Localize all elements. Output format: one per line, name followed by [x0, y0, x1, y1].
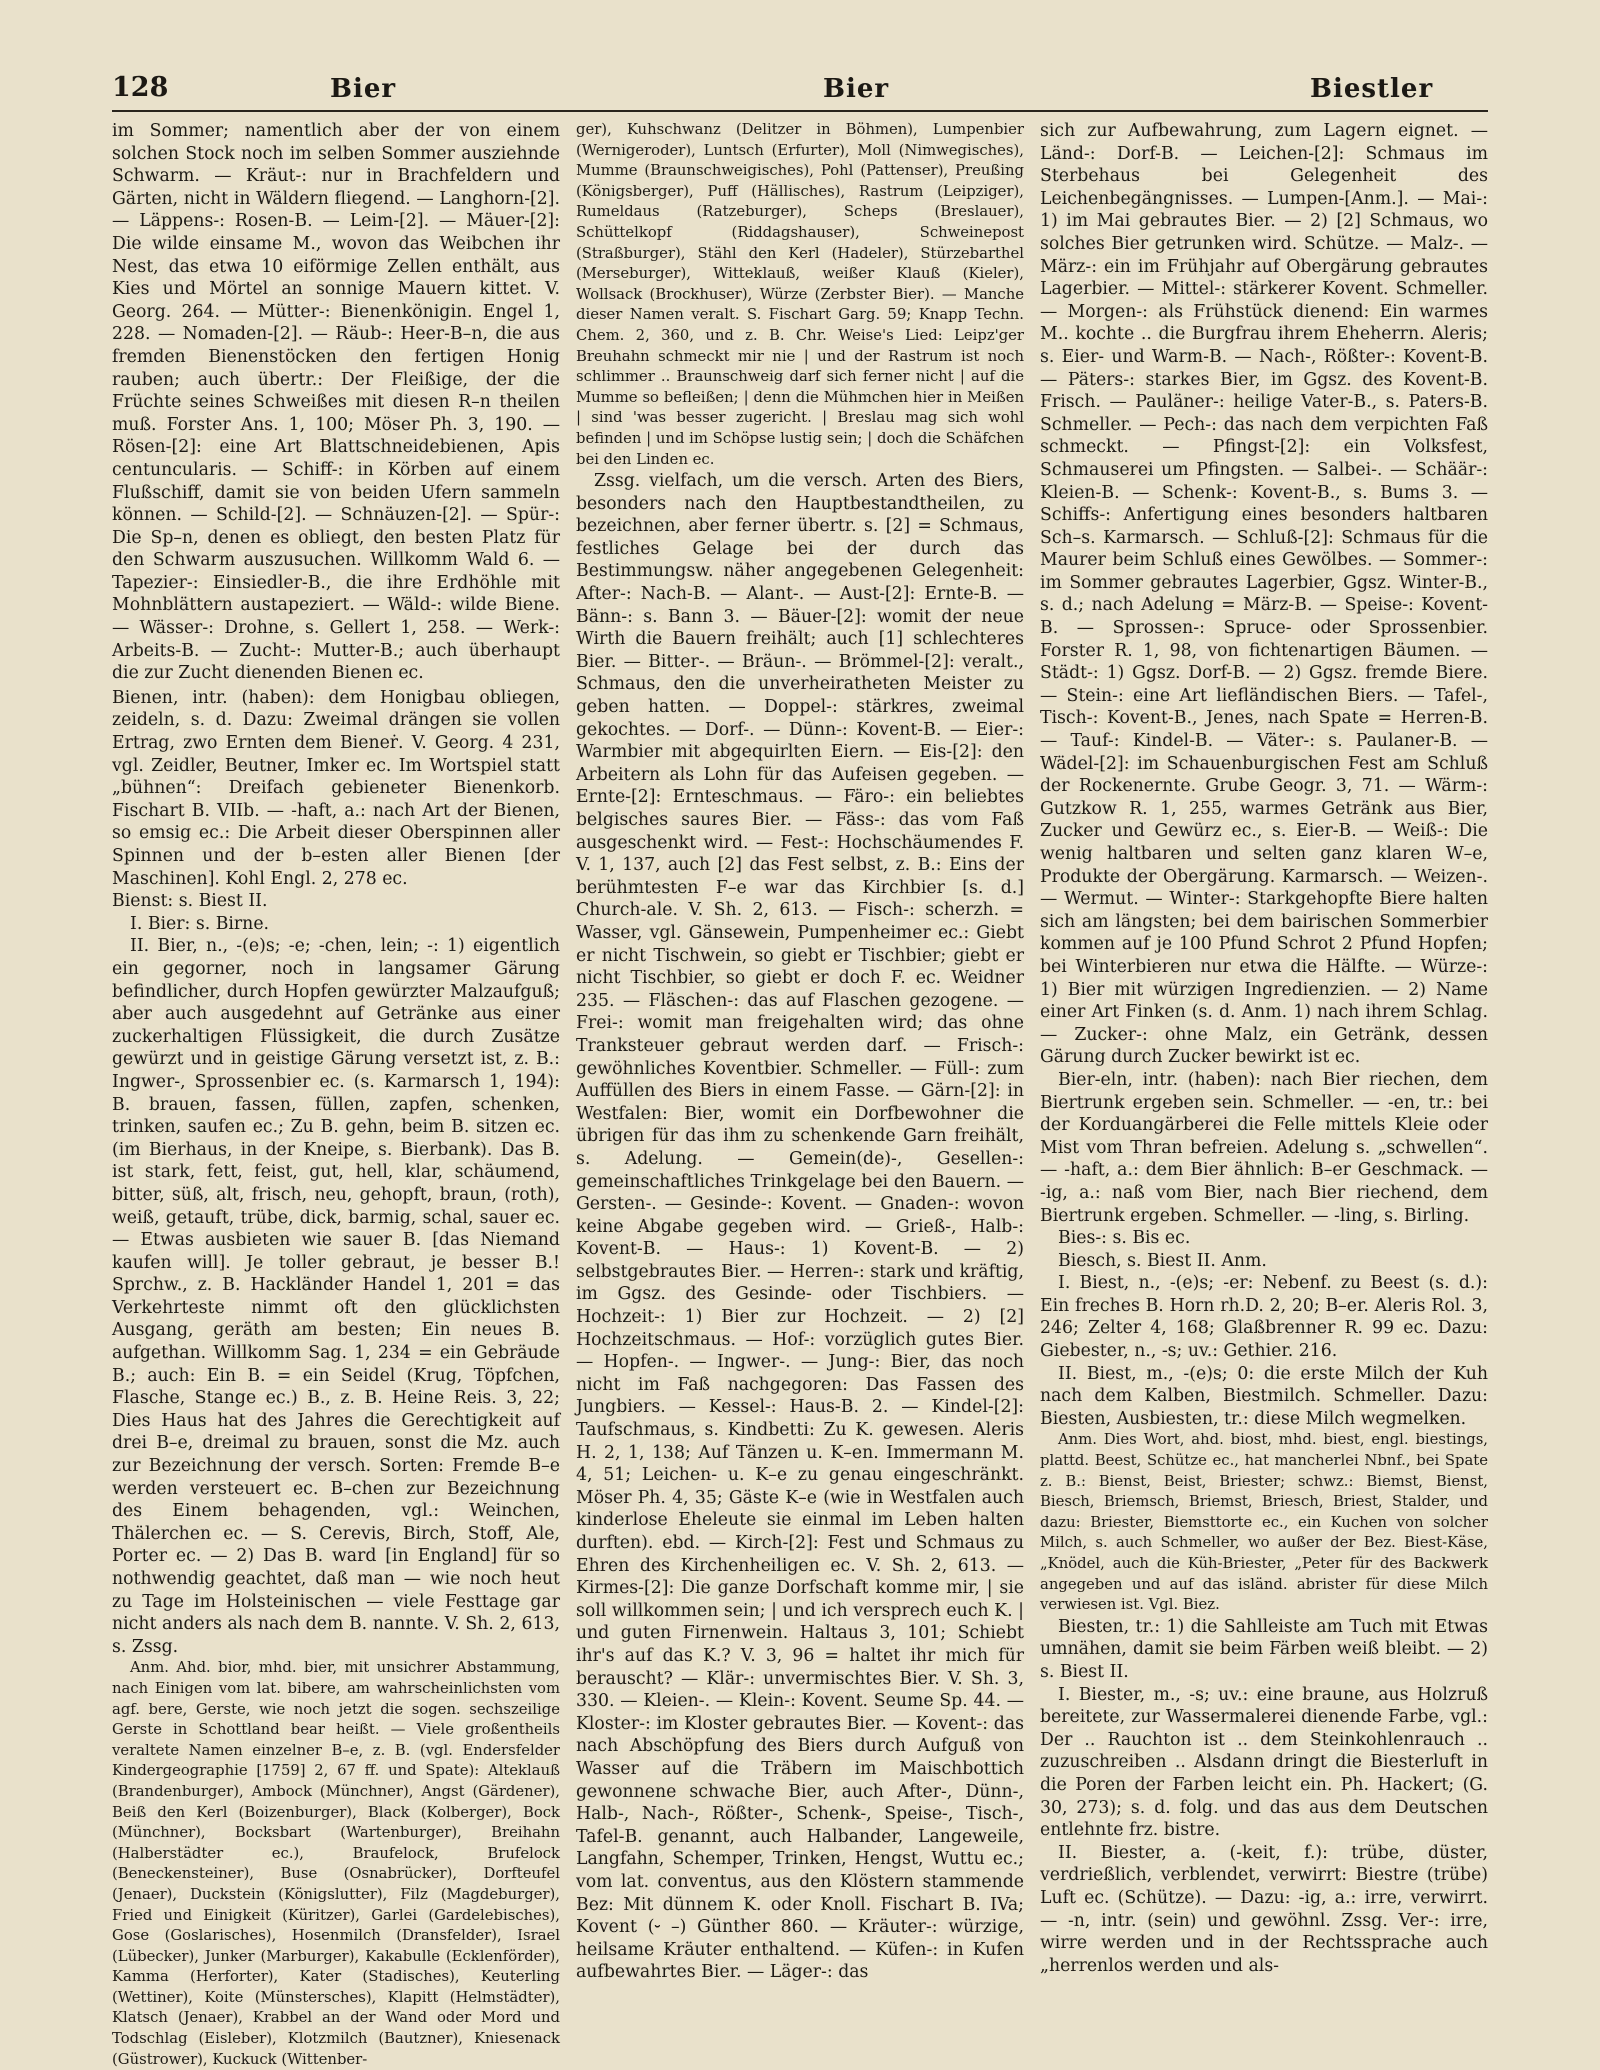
headword-center: Bier: [823, 74, 890, 104]
entry-paragraph: Biesch, s. Biest II. Anm.: [1058, 1250, 1267, 1271]
entry-paragraph: II. Bier, n., -(e)s; -e; -chen, lein; -: 1) eigentlich ein gegorner, noch in langsamer Gärung befindlicher, durch Hopfen gewürzter Malzaufguß; aber auch ausgedehnt auf Getränke aus einer zuckerhaltigen Flüssigkeit, die durch Zusätze gewürzt und in geistige Gärung versetzt ist, z. B.: Ingwer-, Sprossenbier ec. (s. Karmarsch 1, 194): B. brauen, fassen, füllen, zapfen, schenken, trinken, saufen ec.; Zu B. gehn, beim B. sitzen ec. (im Bierhaus, in der Kneipe, s. Bierbank). Das B. ist stark, fett, feist, gut, hell, klar, schäumend, bitter, süß, alt, frisch, neu, gehopft, braun, (roth), weiß, getauft, trübe, dick, barmig, schal, sauer ec. — Etwas ausbieten wie sauer B. [das Niemand kaufen will]. Je toller gebraut, je besser B.! Sprchw., z. B. Hackländer Handel 1, 201 = das Verkehrteste nimmt oft den glücklichsten Ausgang, geräth am besten; Ein neues B. aufgethan. Willkomm Sag. 1, 234 = ein Gebräude B.; auch: Ein B. = ein Seidel (Krug, Töpfchen, Flasche, Stange ec.) B., z. B. Heine Reis. 3, 22; Dies Haus hat des Jahres die Gerechtigkeit auf drei B–e, dreimal zu brauen, sonst die Mz. auch zur Bezeichnung der versch. Sorten: Fremde B–e werden versteuert ec. B–chen zur Bezeichnung des Einem behagenden, vgl.: Weinchen, Thälerchen ec. — S. Cerevis, Birch, Stoff, Ale, Porter ec. — 2) Das B. ward [in England] für so nothwendig geachtet, daß man — wie noch heut zu Tage im Holsteinischen — viele Festtage gar nicht anders als nach dem B. nannte. V. Sh. 2, 613, s. Zssg.: [112, 936, 560, 1657]
headword-right: Biestler: [1310, 74, 1434, 104]
page-number: 128: [112, 72, 169, 103]
entry-paragraph: I. Biest, n., -(e)s; -er: Nebenf. zu Beest (s. d.): Ein freches B. Horn rh.D. 2, 20; B–er. Aleris Rol. 3, 246; Zelter 4, 168; Glaßbrenner R. 99 ec. Dazu: Giebester, n., -s; uv.: Gethier. 216.: [1040, 1273, 1488, 1362]
running-header: [0, 66, 1600, 112]
entry-paragraph: I. Bier: s. Birne.: [130, 913, 270, 934]
entry-paragraph: Zssg. vielfach, um die versch. Arten des Biers, besonders nach den Hauptbestandtheilen, zu bezeichnen, aber ferner übertr. s. [2] = Schmaus, festliches Gelage bei der durch das Bestimmungsw. näher angegebenen Gelegenheit: After-: Nach-B. — Alant-. — Aust-[2]: Ernte-B. — Bänn-: s. Bann 3. — Bäuer-[2]: womit der neue Wirth die Bauern freihält; auch [1] schlechteres Bier. — Bitter-. — Bräun-. — Brömmel-[2]: veralt., Schmaus, den die unverheiratheten Meister zu geben hatten. — Doppel-: stärkres, zweimal gekochtes. — Dorf-. — Dünn-: Kovent-B. — Eier-: Warmbier mit abgequirlten Eiern. — Eis-[2]: den Arbeitern als Lohn für das Aufeisen gegeben. — Ernte-[2]: Ernteschmaus. — Färo-: ein beliebtes belgisches saures Bier. — Fäss-: das vom Faß ausgeschenkt wird. — Fest-: Hochschäumendes F. V. 1, 137, auch [2] das Fest selbst, z. B.: Eins der berühmtesten F–e war das Kirchbier [s. d.] Church-ale. V. Sh. 2, 613. — Fisch-: scherzh. = Wasser, vgl. Gänsewein, Pumpenheimer ec.: Giebt er nicht Tischwein, so giebt er Tischbier; giebt er nicht Tischbier, so giebt er doch F. ec. Weidner 235. — Fläschen-: das auf Flaschen gezogene. — Frei-: womit man freigehalten wird; das ohne Tranksteuer gebraut werden darf. — Frisch-: gewöhnliches Koventbier. Schmeller. — Füll-: zum Auffüllen des Biers in einem Fasse. — Gärn-[2]: in Westfalen: Bier, womit ein Dorfbewohner die übrigen für das ihm zu schenkende Garn freihält, s. Adelung. — Gemein(de)-, Gesellen-: gemeinschaftliches Trinkgelage bei den Bauern. — Gersten-. — Gesinde-: Kovent. — Gnaden-: wovon keine Abgabe gegeben wird. — Grieß-, Halb-: Kovent-B. — Haus-: 1) Kovent-B. — 2) selbstgebrautes Bier. — Herren-: stark und kräftig, im Ggsz. des Gesinde- oder Tischbiers. — Hochzeit-: 1) Bier zur Hochzeit. — 2) [2] Hochzeitschmaus. — Hof-: vorzüglich gutes Bier. — Hopfen-. — Ingwer-. — Jung-: Bier, das noch nicht im Faß nachgegoren: Das Fassen des Jungbiers. — Kessel-: Haus-B. 2. — Kindel-[2]: Taufschmaus, s. Kindbetti: Zu K. gewesen. Aleris H. 2, 1, 138; Auf Tänzen u. K–en. Immermann M. 4, 51; Leichen- u. K–e zu genau eingeschränkt. Möser Ph. 4, 35; Gäste K–e (wie in Westfalen auch kinderlose Eheleute sie einmal im Leben halten durften). ebd. — Kirch-[2]: Fest und Schmaus zu Ehren des Kirchenheiligen ec. V. Sh. 2, 613. — Kirmes-[2]: Die ganze Dorfschaft komme mir, | sie soll willkommen sein; | und ich versprech euch K. | und guten Firnenwein. Haltaus 3, 101; Schiebt ihr's auf das K.? V. 3, 96 = haltet ihr mich für berauscht? — Klär-: unvermischtes Bier. V. Sh. 3, 330. — Kleien-. — Klein-: Kovent. Seume Sp. 44. — Kloster-: im Kloster gebrautes Bier. — Kovent-: das nach Abschöpfung des Biers durch Aufguß von Wasser auf die Träbern im Maischbottich gewonnene schwache Bier, auch After-, Dünn-, Halb-, Nach-, Rößter-, Schenk-, Speise-, Tisch-, Tafel-B. genannt, auch Halbander, Langeweile, Langfahn, Schemper, Trinken, Hengst, Wuttu ec.; vom lat. conventus, aus den Klöstern stammende Bez: Mit dünnem K. oder Knoll. Fischart B. IVa; Kovent (⏑ –) Günther 860. — Kräuter-: würzige, heilsame Kräuter enthaltend. — Küfen-: in Kufen aufbewahrtes Bier. — Läger-: das: [576, 471, 1024, 1983]
entry-paragraph: im Sommer; namentlich aber der von einem solchen Stock noch im selben Sommer ausziehnde Schwarm. — Kräut-: nur in Brachfeldern und Gärten, nicht in Wäldern fliegend. — Langhorn-[2]. — Läppens-: Rosen-B. — Leim-[2]. — Mäuer-[2]: Die wilde einsame M., wovon das Weibchen ihr Nest, das etwa 10 eiförmige Zellen enthält, aus Kies und Mörtel an sonnige Mauern kittet. V. Georg. 264. — Mütter-: Bienenkönigin. Engel 1, 228. — Nomaden-[2]. — Räub-: Heer-B–n, die aus fremden Bienenstöcken den fertigen Honig rauben; auch übertr.: Der Fleißige, der die Früchte seines Schweißes mit diesen R–n theilen muß. Forster Ans. 1, 100; Möser Ph. 3, 190. — Rösen-[2]: eine Art Blattschneidebienen, Apis centuncularis. — Schiff-: in Körben auf einem Flußschiff, damit sie von beiden Ufern sammeln können. — Schild-[2]. — Schnäuzen-[2]. — Spür-: Die Sp–n, denen es obliegt, den besten Platz für den Schwarm auszusuchen. Willkomm Wald 6. — Tapezier-: Einsiedler-B., die ihre Erdhöhle mit Mohnblättern austapeziert. — Wäld-: wilde Biene. — Wässer-: Drohne, s. Gellert 1, 258. — Werk-: Arbeits-B. — Zucht-: Mutter-B.; auch überhaupt die zur Zucht dienenden Bienen ec.: [112, 121, 560, 684]
entry-paragraph: Anm. Dies Wort, ahd. biost, mhd. biest, engl. biestings, plattd. Beest, Schütze ec., hat mancherlei Nbnf., bei Spate z. B.: Bienst, Beist, Briester; schwz.: Biemst, Bienst, Biesch, Briemsch, Briemst, Briesch, Briest, Stalder, und dazu: Briester, Biemsttorte ec., ein Kuchen von solcher Milch, s. auch Schmeller, wo außer der Bez. Biest-Käse, „Knödel, auch die Küh-Briester, „Peter für des Backwerk angegeben und auf das isländ. abrister für diese Milch verwiesen ist. Vgl. Biez.: [1040, 1431, 1488, 1614]
header-rule: [112, 110, 1488, 112]
entry-paragraph: Bier-eln, intr. (haben): nach Bier riechen, dem Biertrunk ergeben sein. Schmeller. — -en, tr.: bei der Korduangärberei die Felle mittels Kleie oder Mist vom Thran befreien. Adelung s. „schwellen“. — -haft, a.: dem Bier ähnlich: B–er Geschmack. — -ig, a.: naß vom Bier, nach Bier riechend, dem Biertrunk ergeben. Schmeller. — -ling, s. Birling.: [1040, 1069, 1488, 1226]
column-right: [1040, 120, 1488, 2020]
entry-paragraph: II. Biester, a. (-keit, f.): trübe, düster, verdrießlich, verblendet, verwirrt: Biestre (trübe) Luft ec. (Schütze). — Dazu: -ig, a.: irre, verwirrt. — -n, intr. (sein) und gewöhnl. Zssg. Ver-: irre, wirre werden und in der Rechtssprache auch „herrenlos werden und als-: [1040, 1842, 1488, 1976]
column-middle: [576, 120, 1024, 2020]
entry-paragraph: I. Biester, m., -s; uv.: eine braune, aus Holzruß bereitete, zur Wassermalerei dienende Farbe, vgl.: Der .. Rauchton ist .. dem Steinkohlenrauch .. zuzuschreiben .. Alsdann dringt die Biesterluft in die Poren der Farben leicht ein. Ph. Hackert; (G. 30, 273); s. d. folg. und das aus dem Deutschen entlehnte frz. bistre.: [1040, 1684, 1488, 1841]
entry-paragraph: Bienst: s. Biest II.: [112, 891, 268, 912]
entry-paragraph: Bies-: s. Bis ec.: [1058, 1228, 1191, 1249]
entry-paragraph: Anm. Ahd. bior, mhd. bier, mit unsichrer Abstammung, nach Einigen vom lat. bibere, am wahrscheinlichsten vom agf. bere, Gerste, wie noch jetzt die sogen. sechszeilige Gerste in Schottland bear heißt. — Viele großentheils veraltete Namen einzelner B–e, z. B. (vgl. Endersfelder Kindergeographie [1759] 2, 67 ff. und Spate): Alteklauß (Brandenburger), Ambock (Münchner), Angst (Gärdener), Beiß den Kerl (Boizenburger), Black (Kolberger), Bock (Münchner), Bocksbart (Wartenburger), Breihahn (Halberstädter ec.), Braufelock, Brufelock (Beneckensteiner), Buse (Osnabrücker), Dorfteufel (Jenaer), Duckstein (Königslutter), Filz (Magdeburger), Fried und Einigkeit (Küritzer), Garlei (Gardelebisches), Gose (Goslarisches), Hosenmilch (Dransfelder), Israel (Lübecker), Junker (Marburger), Kakabulle (Ecklenförder), Kamma (Herforter), Kater (Stadisches), Keuterling (Wettiner), Koite (Münstersches), Klapitt (Helmstädter), Klatsch (Jenaer), Krabbel an der Wand oder Mord und Todschlag (Eisleber), Klotzmilch (Bautzner), Kniesenack (Güstrower), Kuckuck (Wittenber-: [112, 1659, 560, 2068]
headword-left: Bier: [330, 74, 397, 104]
entry-paragraph: Bienen, intr. (haben): dem Honigbau obliegen, zeideln, s. d. Dazu: Zweimal drängen sie vollen Ertrag, zwo Ernten dem Bieneṙ. V. Georg. 4 231, vgl. Zeidler, Beutner, Imker ec. Im Wortspiel statt „bühnen“: Dreifach gebieneter Bienenkorb. Fischart B. VIIb. — -haft, a.: nach Art der Bienen, so emsig ec.: Die Arbeit dieser Oberspinnen aller Spinnen und der b–esten aller Bienen [der Maschinen]. Kohl Engl. 2, 278 ec.: [112, 687, 560, 889]
entry-paragraph: Biesten, tr.: 1) die Sahlleiste am Tuch mit Etwas umnähen, damit sie beim Färben weiß bleibt. — 2) s. Biest II.: [1040, 1616, 1488, 1682]
column-left: [112, 120, 560, 2068]
entry-paragraph: sich zur Aufbewahrung, zum Lagern eignet. — Länd-: Dorf-B. — Leichen-[2]: Schmaus im Sterbehaus bei Gelegenheit des Leichenbegängnisses. — Lumpen-[Anm.]. — Mai-: 1) im Mai gebrautes Bier. — 2) [2] Schmaus, wo solches Bier getrunken wird. Schütze. — Malz-. — März-: ein im Frühjahr auf Obergärung gebrautes Lagerbier. — Mittel-: stärkerer Kovent. Schmeller. — Morgen-: als Frühstück dienend: Ein warmes M.. kochte .. die Burgfrau ihrem Eheherrn. Aleris; s. Eier- und Warm-B. — Nach-, Rößter-: Kovent-B. — Päters-: starkes Bier, im Ggsz. des Kovent-B. Frisch. — Pauläner-: heilige Vater-B., s. Paters-B. Schmeller. — Pech-: das nach dem verpichten Faß schmeckt. — Pfingst-[2]: ein Volksfest, Schmauserei um Pfingsten. — Salbei-. — Schäär-: Kleien-B. — Schenk-: Kovent-B., s. Bums 3. — Schiffs-: Anfertigung eines besonders haltbaren Sch–s. Karmarsch. — Schluß-[2]: Schmaus für die Maurer beim Schluß eines Gewölbes. — Sommer-: im Sommer gebrautes Lagerbier, Ggsz. Winter-B., s. d.; nach Adelung = März-B. — Speise-: Kovent-B. — Sprossen-: Spruce- oder Sprossenbier. Forster R. 1, 98, von fichtenartigen Bäumen. — Städt-: 1) Ggsz. Dorf-B. — 2) Ggsz. fremde Biere. — Stein-: eine Art liefländischen Biers. — Tafel-, Tisch-: Kovent-B., Jenes, nach Spate = Herren-B. — Tauf-: Kindel-B. — Väter-: s. Paulaner-B. — Wädel-[2]: im Schauenburgischen Fest am Schluß der Rockenernte. Grube Geogr. 3, 71. — Wärm-: Gutzkow R. 1, 255, warmes Getränk aus Bier, Zucker und Gewürz ec., s. Eier-B. — Weiß-: Die wenig haltbaren und selten ganz klaren W–e, Produkte der Obergärung. Karmarsch. — Weizen-. — Wermut. — Winter-: Starkgehopfte Biere halten sich am längsten; bei dem bairischen Sommerbier kommen auf je 100 Pfund Schrot 2 Pfund Hopfen; bei Winterbieren nur etwa die Hälfte. — Würze-: 1) Bier mit würzigen Ingredienzien. — 2) Name einer Art Finken (s. d. Anm. 1) nach ihrem Schlag. — Zucker-: ohne Malz, ein Getränk, dessen Gärung durch Zucker bewirkt ist ec.: [1040, 121, 1488, 1068]
entry-paragraph: ger), Kuhschwanz (Delitzer in Böhmen), Lumpenbier (Wernigeroder), Luntsch (Erfurter), Moll (Nimwegisches), Mumme (Braunschweigisches), Pohl (Pattenser), Preußing (Königsberger), Puff (Hällisches), Rastrum (Leipziger), Rumeldaus (Ratzeburger), Scheps (Breslauer), Schüttelkopf (Riddagshauser), Schweinepost (Straßburger), Stähl den Kerl (Hadeler), Stürzebarthel (Merseburger), Witteklauß, weißer Klauß (Kieler), Wollsack (Brockhuser), Würze (Zerbster Bier). — Manche dieser Namen veralt. S. Fischart Garg. 59; Knapp Techn. Chem. 2, 360, und z. B. Chr. Weise's Lied: Leipz'ger Breuhahn schmeckt mir nie | und der Rastrum ist noch schlimmer .. Braunschweig darf sich ferner nicht | auf die Mumme so befleißen; | denn die Mühmchen hier in Meißen | sind 'was besser zugericht. | Breslau mag sich wohl befinden | und im Schöpse lustig sein; | doch die Schäfchen bei den Linden ec.: [576, 121, 1024, 468]
entry-paragraph: II. Biest, m., -(e)s; 0: die erste Milch der Kuh nach dem Kalben, Biestmilch. Schmeller. Dazu: Biesten, Ausbiesten, tr.: diese Milch wegmelken.: [1040, 1363, 1488, 1429]
